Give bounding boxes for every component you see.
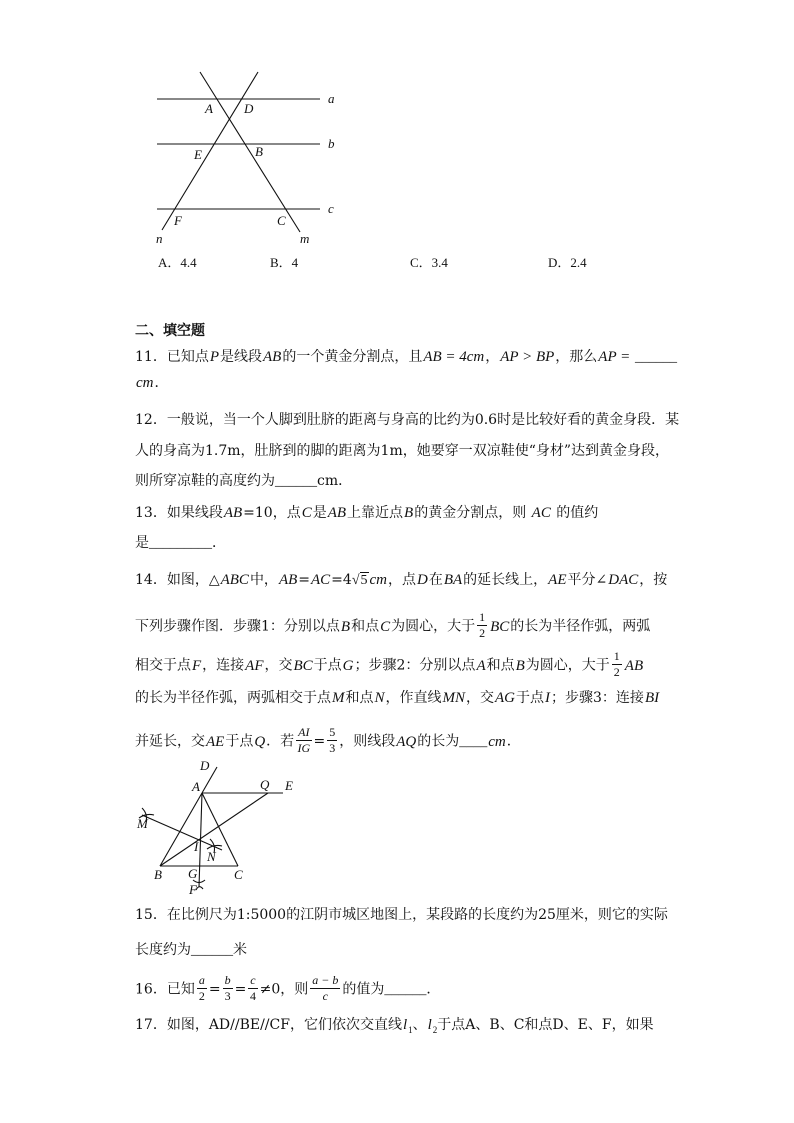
q16-text: 16．已知 [135, 981, 195, 998]
q14-text: ．若 [266, 733, 295, 750]
q14-var: AQ [396, 733, 417, 750]
fraction-a-minus-b-over-c [310, 974, 340, 1003]
q16-text: = [208, 981, 221, 998]
q14-text: ；步骤3：连接 [551, 690, 644, 706]
q13-var: B [404, 505, 414, 521]
label-point-q: Q [260, 777, 270, 792]
q13-text: =10，点 [243, 505, 301, 521]
label-point-e: E [194, 147, 202, 162]
q11-text: ． [154, 375, 169, 391]
q11-text: ，那么 [555, 349, 598, 365]
q14-text: 在 [428, 572, 443, 588]
q13-text: 上靠近点 [347, 505, 404, 521]
q14-text: 和点 [345, 690, 374, 706]
label-point-c: C [277, 213, 286, 228]
q14-text: 和点 [486, 657, 515, 674]
fraction-c-over-4 [248, 974, 257, 1003]
q14-text: ，交 [264, 657, 293, 674]
section-title: 二、填空题 [135, 323, 205, 339]
fraction-denominator: 2 [198, 989, 205, 1003]
q11-expr: AB = 4cm [423, 349, 485, 365]
label-point-d: D [244, 101, 254, 116]
q14-text: 下列步骤作图．步骤1：分别以点 [135, 618, 340, 635]
q14-text: 相交于点 [135, 657, 191, 674]
q14-text: ，点 [388, 572, 416, 588]
q12-text: cm． [317, 473, 353, 489]
q14-text: 的长为半径作弧，两弧相交于点 [135, 690, 331, 706]
fraction-denominator: 2 [479, 626, 486, 640]
q14-var: AF [245, 657, 264, 674]
option-d: D．2.4 [548, 255, 587, 270]
triangle-construction-figure [130, 755, 300, 900]
q14-text: 的长为半径作弧，两弧 [510, 618, 651, 635]
q13-text: ． [212, 535, 226, 551]
q14-line-1 [135, 570, 667, 590]
label-point-c: C [234, 867, 243, 882]
q14-var: I [545, 690, 551, 706]
fraction-denominator: IG [297, 741, 311, 755]
q13-text: 是 [312, 505, 327, 521]
fraction-numerator: 1 [479, 610, 486, 624]
q12-line-1: 12．一般说，当一个人脚到肚脐的距离与身高的比约为0.6时是比较好看的黄金身段．某 [135, 412, 680, 428]
q14-var: D [417, 572, 428, 588]
q14-var: AG [495, 690, 516, 706]
q14-var: DAC [608, 572, 639, 588]
q13-line-2 [135, 533, 226, 553]
q17-subscript: 2 [432, 1024, 438, 1035]
q14-text: = [298, 572, 310, 588]
q14-unit: cm [488, 733, 506, 750]
q11-text: 是线段 [220, 349, 262, 365]
q13-text: 的黄金分割点，则 [414, 505, 531, 521]
q13-var: AB [223, 505, 243, 521]
q12-line-3 [135, 471, 352, 491]
fraction-denominator: c [322, 989, 328, 1003]
fraction-denominator: 3 [224, 989, 231, 1003]
q14-var: AC [311, 572, 331, 588]
fraction-numerator: c [250, 973, 256, 987]
q14-text: 14．如图，△ [135, 572, 220, 588]
q17-var-l: l [402, 1017, 408, 1033]
q17-subscript: 1 [408, 1024, 413, 1035]
q14-var: A [476, 657, 486, 674]
label-point-g: G [188, 866, 198, 881]
label-point-b: B [154, 867, 162, 882]
label-line-n: n [156, 231, 163, 246]
transversal-m [200, 72, 300, 232]
fraction-numerator: 5 [329, 725, 336, 739]
fraction-denominator: 4 [249, 989, 256, 1003]
q14-var: MN [442, 690, 466, 706]
q13-var: AB [327, 505, 347, 521]
fraction-denominator: 2 [613, 665, 620, 679]
parallel-lines-figure [140, 60, 350, 255]
q16-text: ≠0，则 [259, 981, 309, 998]
label-point-f: F [189, 882, 197, 897]
fraction-numerator: a [198, 973, 205, 987]
q17-text: 于点A、B、C和点D、E、F，如果 [437, 1017, 654, 1033]
fraction-numerator: 1 [613, 649, 620, 663]
q14-text: ，交 [466, 690, 495, 706]
q11-var: P [209, 349, 219, 365]
q14-var: BA [443, 572, 463, 588]
q14-line-4 [135, 688, 660, 708]
q13-var: AC [531, 505, 551, 521]
option-c: C．3.4 [410, 255, 448, 270]
label-point-a: A [192, 779, 200, 794]
q11-line-2 [135, 373, 169, 393]
q14-text: 的长为 [417, 733, 460, 750]
q14-var: ABC [220, 572, 249, 588]
q14-var: B [340, 618, 351, 635]
label-point-b: B [255, 144, 263, 159]
q14-text: ，按 [639, 572, 668, 588]
q11-text: ， [485, 349, 500, 365]
q14-var: BC [490, 618, 510, 635]
label-line-m: m [300, 231, 310, 246]
q14-text: 为圆心，大于 [525, 657, 610, 674]
q11-expr: AP = [598, 349, 634, 365]
q14-text: 于点 [225, 733, 254, 750]
q17-var-l: l [427, 1017, 432, 1033]
label-point-i: I [194, 839, 199, 854]
q13-answer-blank: _________ [149, 536, 212, 551]
fraction-denominator: 3 [329, 741, 336, 755]
q14-var: N [374, 690, 385, 706]
fraction-ai-over-ig [296, 726, 311, 755]
q11-text: 的一个黄金分割点，且 [282, 349, 423, 365]
q14-var: B [515, 657, 525, 674]
q15-answer-blank: ______ [191, 943, 233, 958]
q16-answer-blank: ______ [384, 982, 427, 998]
q14-var: AE [548, 572, 567, 588]
q14-var: F [192, 657, 202, 674]
arc-mark-f [196, 887, 203, 890]
q14-text: ；步骤2：分别以点 [354, 657, 476, 674]
q16-text: 的值为 [342, 981, 385, 998]
q14-line-2 [135, 610, 651, 640]
label-point-f: F [174, 213, 182, 228]
label-line-b: b [328, 136, 335, 151]
transversal-n [162, 72, 258, 230]
label-point-a: A [205, 101, 213, 116]
q12-line-2: 人的身高为1.7m，肚脐到的脚的距离为1m，她要穿一双凉鞋使“身材”达到黄金身段， [135, 443, 670, 459]
q13-text: 的值约 [551, 505, 599, 521]
q14-text: 于点 [313, 657, 342, 674]
q14-text: 于点 [516, 690, 545, 706]
q15-line-1: 15．在比例尺为1:5000的江阴市城区地图上，某段路的长度约为25厘米，则它的实际 [135, 907, 668, 923]
q16-text: ． [426, 981, 441, 998]
fraction-five-thirds [327, 726, 337, 755]
q14-answer-blank: ____ [459, 734, 488, 750]
q14-text: 和点 [351, 618, 380, 635]
q14-text: ． [506, 733, 521, 750]
q12-text: 则所穿凉鞋的高度约为 [135, 473, 275, 489]
q14-text: 为圆心，大于 [391, 618, 476, 635]
sqrt-sign: √ [351, 573, 360, 588]
q16-line-1 [135, 973, 441, 1003]
q12-answer-blank: ______ [275, 474, 317, 489]
fraction-b-over-3 [223, 974, 233, 1003]
q14-var: AB [278, 572, 298, 588]
label-line-c: c [328, 201, 334, 216]
q14-var: Q [254, 733, 266, 750]
label-line-a: a [328, 91, 335, 106]
q17-line-1 [135, 1015, 654, 1035]
q11-line-1 [135, 347, 677, 367]
q14-text: ，则线段 [339, 733, 396, 750]
q14-var: BI [644, 690, 660, 706]
q14-text: 平分∠ [567, 572, 608, 588]
q17-text: 、 [412, 1017, 427, 1033]
q14-text: 的延长线上， [463, 572, 548, 588]
q14-text: 中， [249, 572, 278, 588]
fraction-numerator: a − b [312, 973, 339, 987]
sqrt-radicand: 5 [360, 573, 368, 588]
q14-var: M [332, 690, 345, 706]
q14-unit: cm [369, 572, 387, 588]
q14-text: 并延长，交 [135, 733, 205, 750]
q11-expr: AP > BP [500, 349, 555, 365]
fraction-numerator: b [224, 973, 231, 987]
option-b: B．4 [270, 255, 299, 270]
q13-line-1 [135, 503, 598, 523]
q14-var: C [380, 618, 391, 635]
q11-text: 11．已知点 [135, 349, 209, 365]
fraction-one-half [612, 650, 622, 679]
q13-text: 是 [135, 535, 149, 551]
q17-text: 17．如图，AD//BE//CF，它们依次交直线 [135, 1017, 402, 1033]
fraction-one-half [477, 611, 487, 640]
label-point-d: D [200, 758, 210, 773]
q14-text: = [313, 733, 326, 750]
fraction-a-over-2 [197, 974, 207, 1003]
label-point-e: E [285, 778, 293, 793]
q14-line-5 [135, 725, 521, 755]
q11-answer-blank: ______ [634, 350, 677, 365]
label-point-m: M [137, 816, 148, 831]
fraction-numerator: AI [298, 725, 310, 739]
q14-text: ，作直线 [385, 690, 442, 706]
q15-text: 米 [233, 942, 247, 958]
q15-line-2 [135, 940, 247, 960]
q14-var: G [342, 657, 354, 674]
q13-var: C [301, 505, 312, 521]
q11-unit: cm [136, 375, 154, 391]
q15-text: 长度约为 [135, 942, 191, 958]
q14-text: ，连接 [202, 657, 245, 674]
q14-text: =4 [331, 572, 352, 588]
option-a: A．4.4 [158, 255, 197, 270]
segment-ab [160, 793, 202, 866]
q16-text: = [234, 981, 247, 998]
q13-text: 13．如果线段 [135, 505, 223, 521]
q14-line-3 [135, 649, 644, 679]
q11-var: AB [263, 349, 282, 365]
label-point-n: N [207, 849, 216, 864]
q14-var: BC [293, 657, 313, 674]
q14-var: AE [206, 733, 225, 750]
q14-var: AB [624, 657, 644, 674]
